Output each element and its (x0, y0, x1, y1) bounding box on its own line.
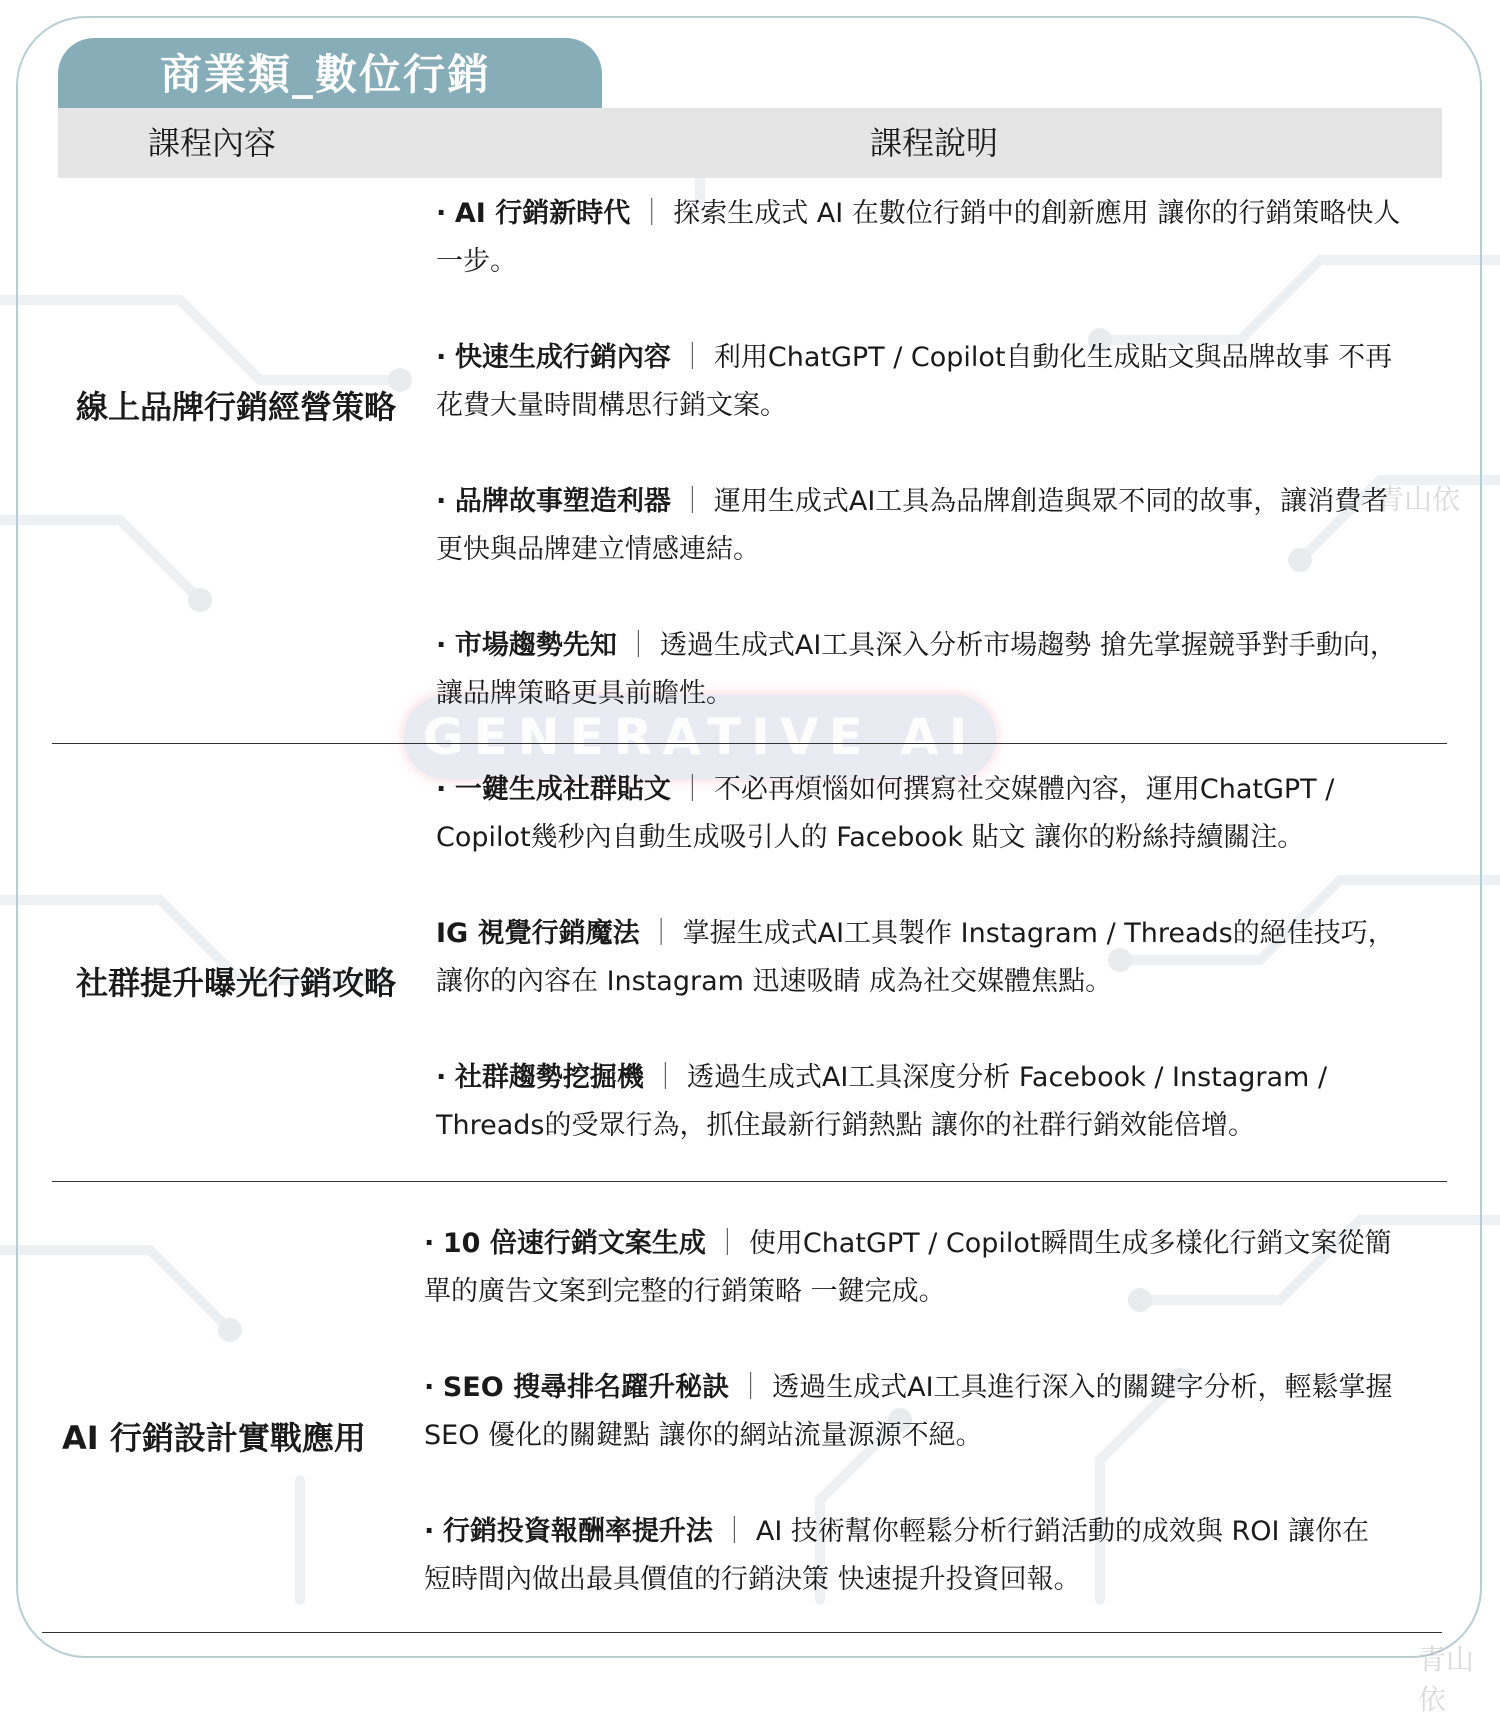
course-item (436, 622, 1446, 718)
course-item (436, 334, 1446, 430)
section-title: AI 行銷設計實戰應用 (62, 1419, 366, 1457)
separator: ｜ (678, 486, 706, 517)
item-title: 10 倍速行銷文案生成 (442, 1228, 706, 1259)
item-desc-line1: 掌握生成式AI工具製作 Instagram / Threads的絕佳技巧， (682, 918, 1395, 949)
separator: ｜ (720, 1516, 748, 1547)
item-desc-line2: Threads的受眾行為，抓住最新行銷熱點 讓你的社群行銷效能倍增。 (436, 1110, 1256, 1141)
bullet: · (424, 1372, 435, 1403)
item-title: 一鍵生成社群貼文 (454, 774, 671, 805)
section-divider (42, 1632, 1442, 1633)
bullet: · (436, 198, 447, 229)
item-title: 品牌故事塑造利器 (454, 486, 671, 517)
course-item (436, 766, 1446, 862)
item-desc-line2: 讓品牌策略更具前瞻性。 (436, 678, 733, 709)
item-desc-line2: 一步。 (436, 246, 517, 277)
item-title: SEO 搜尋排名躍升秘訣 (442, 1372, 730, 1403)
separator: ｜ (624, 630, 652, 661)
bullet: · (424, 1228, 435, 1259)
course-item (424, 1220, 1434, 1316)
corner-watermark: 青山依 (1418, 1643, 1475, 1716)
item-title: 行銷投資報酬率提升法 (442, 1516, 713, 1547)
header-course-description: 課程說明 (870, 124, 999, 162)
corner-watermark: 青山依 (1376, 483, 1461, 516)
item-desc-line2: 單的廣告文案到完整的行銷策略 一鍵完成。 (424, 1276, 946, 1307)
item-desc-line1: 透過生成式AI工具深入分析市場趨勢 搶先掌握競爭對手動向， (659, 630, 1397, 661)
bullet: · (436, 486, 447, 517)
item-desc-line2: SEO 優化的關鍵點 讓你的網站流量源源不絕。 (424, 1420, 983, 1451)
bullet: · (424, 1516, 435, 1547)
separator: ｜ (737, 1372, 765, 1403)
item-desc-line2: 更快與品牌建立情感連結。 (436, 534, 760, 565)
header-course-content: 課程內容 (148, 124, 277, 162)
bullet: · (436, 1062, 447, 1093)
item-title: 市場趨勢先知 (454, 630, 617, 661)
bullet: · (436, 630, 447, 661)
item-desc-line2: Copilot幾秒內自動生成吸引人的 Facebook 貼文 讓你的粉絲持續關注。 (436, 822, 1305, 853)
course-item (424, 1364, 1434, 1460)
course-item (436, 910, 1446, 1006)
table-header (58, 108, 1442, 178)
item-desc-line1: AI 技術幫你輕鬆分析行銷活動的成效與 ROI 讓你在 (755, 1516, 1370, 1547)
separator: ｜ (713, 1228, 741, 1259)
item-desc-line1: 透過生成式AI工具進行深入的關鍵字分析，輕鬆掌握 (772, 1372, 1393, 1403)
section-divider (52, 743, 1447, 744)
item-title: IG 視覺行銷魔法 (436, 918, 640, 949)
item-desc-line1: 不必再煩惱如何撰寫社交媒體內容，運用ChatGPT / (713, 774, 1335, 805)
item-desc-line1: 使用ChatGPT / Copilot瞬間生成多樣化行銷文案從簡 (748, 1228, 1392, 1259)
separator: ｜ (678, 774, 706, 805)
generative-ai-watermark: GENERATIVE AI (404, 695, 996, 779)
course-item (436, 190, 1446, 286)
bullet: · (436, 342, 447, 373)
item-desc-line2: 花費大量時間構思行銷文案。 (436, 390, 787, 421)
course-item (436, 1054, 1446, 1150)
item-desc-line1: 探索生成式 AI 在數位行銷中的創新應用 讓你的行銷策略快人 (673, 198, 1401, 229)
separator: ｜ (651, 1062, 679, 1093)
section-title: 社群提升曝光行銷攻略 (76, 964, 397, 1002)
item-desc-line1: 透過生成式AI工具深度分析 Facebook / Instagram / (686, 1062, 1328, 1093)
category-tab: 商業類_數位行銷 (58, 38, 602, 108)
item-title: AI 行銷新時代 (454, 198, 631, 229)
course-item (436, 478, 1446, 574)
bullet: · (436, 774, 447, 805)
separator: ｜ (638, 198, 666, 229)
section-divider (52, 1181, 1447, 1182)
separator: ｜ (647, 918, 675, 949)
item-title: 快速生成行銷內容 (454, 342, 671, 373)
section-title: 線上品牌行銷經營策略 (76, 388, 397, 426)
item-title: 社群趨勢挖掘機 (454, 1062, 644, 1093)
course-item (424, 1508, 1434, 1604)
item-desc-line1: 運用生成式AI工具為品牌創造與眾不同的故事，讓消費者 (713, 486, 1389, 517)
separator: ｜ (678, 342, 706, 373)
item-desc-line2: 短時間內做出最具價值的行銷決策 快速提升投資回報。 (424, 1564, 1081, 1595)
item-desc-line2: 讓你的內容在 Instagram 迅速吸睛 成為社交媒體焦點。 (436, 966, 1113, 997)
item-desc-line1: 利用ChatGPT / Copilot自動化生成貼文與品牌故事 不再 (713, 342, 1393, 373)
